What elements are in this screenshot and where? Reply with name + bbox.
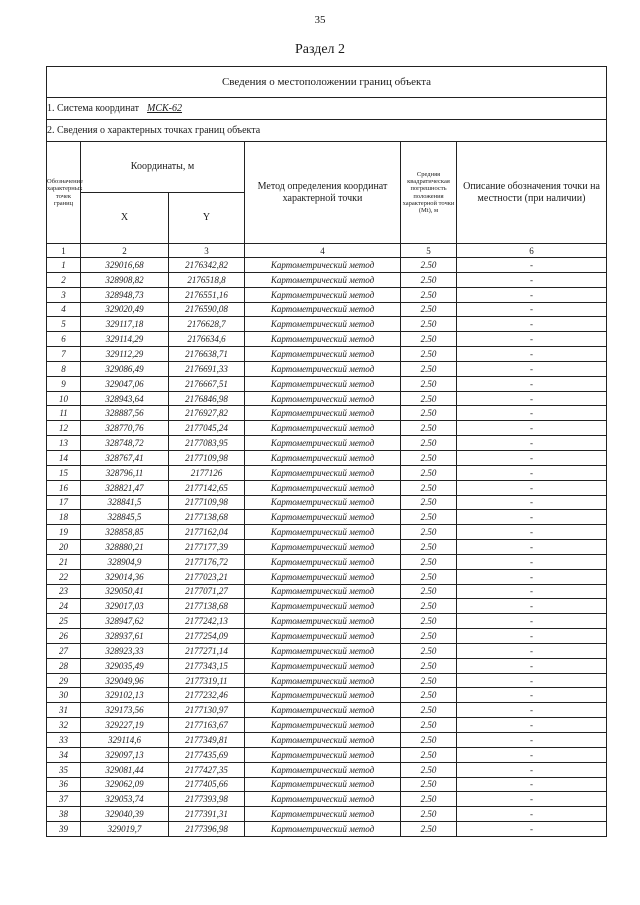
description-cell: - [457, 540, 607, 555]
x-coordinate-cell: 328841,5 [81, 495, 169, 510]
method-cell: Картометрический метод [245, 421, 401, 436]
y-coordinate-cell: 2177391,31 [169, 807, 245, 822]
accuracy-cell: 2.50 [401, 272, 457, 287]
table-row [47, 450, 607, 465]
x-coordinate-cell: 329114,29 [81, 332, 169, 347]
point-number-cell: 28 [47, 658, 81, 673]
method-cell: Картометрический метод [245, 584, 401, 599]
point-number-cell: 8 [47, 361, 81, 376]
x-coordinate-cell: 328796,11 [81, 465, 169, 480]
y-coordinate-cell: 2176518,8 [169, 272, 245, 287]
method-cell: Картометрический метод [245, 391, 401, 406]
method-cell: Картометрический метод [245, 376, 401, 391]
point-number-cell: 31 [47, 703, 81, 718]
y-coordinate-cell: 2176846,98 [169, 391, 245, 406]
method-cell: Картометрический метод [245, 347, 401, 362]
accuracy-cell: 2.50 [401, 540, 457, 555]
method-cell: Картометрический метод [245, 792, 401, 807]
method-cell: Картометрический метод [245, 525, 401, 540]
table-row [47, 762, 607, 777]
y-coordinate-cell: 2177396,98 [169, 822, 245, 837]
description-cell: - [457, 703, 607, 718]
header-accuracy: Средняя квадратическая погрешность положения характерной точки (Mt), м [401, 142, 457, 244]
table-row [47, 733, 607, 748]
y-coordinate-cell: 2177126 [169, 465, 245, 480]
table-row [47, 673, 607, 688]
method-cell: Картометрический метод [245, 599, 401, 614]
y-coordinate-cell: 2177271,14 [169, 643, 245, 658]
column-number: 2 [81, 244, 169, 258]
x-coordinate-cell: 329081,44 [81, 762, 169, 777]
accuracy-cell: 2.50 [401, 599, 457, 614]
point-number-cell: 12 [47, 421, 81, 436]
table-row [47, 822, 607, 837]
point-number-cell: 16 [47, 480, 81, 495]
y-coordinate-cell: 2177045,24 [169, 421, 245, 436]
accuracy-cell: 2.50 [401, 584, 457, 599]
x-coordinate-cell: 328858,85 [81, 525, 169, 540]
method-cell: Картометрический метод [245, 614, 401, 629]
header-coordinates: Координаты, м [81, 142, 245, 193]
accuracy-cell: 2.50 [401, 480, 457, 495]
y-coordinate-cell: 2177176,72 [169, 554, 245, 569]
point-number-cell: 2 [47, 272, 81, 287]
y-coordinate-cell: 2176927,82 [169, 406, 245, 421]
y-coordinate-cell: 2177130,97 [169, 703, 245, 718]
table-row [47, 495, 607, 510]
y-coordinate-cell: 2177138,68 [169, 510, 245, 525]
y-coordinate-cell: 2176342,82 [169, 258, 245, 273]
description-cell: - [457, 436, 607, 451]
column-number: 3 [169, 244, 245, 258]
method-cell: Картометрический метод [245, 436, 401, 451]
accuracy-cell: 2.50 [401, 822, 457, 837]
table-row [47, 465, 607, 480]
method-cell: Картометрический метод [245, 465, 401, 480]
point-number-cell: 36 [47, 777, 81, 792]
x-coordinate-cell: 328845,5 [81, 510, 169, 525]
table-row [47, 688, 607, 703]
table-row [47, 629, 607, 644]
description-cell: - [457, 554, 607, 569]
table-row [47, 406, 607, 421]
description-cell: - [457, 614, 607, 629]
description-cell: - [457, 599, 607, 614]
description-cell: - [457, 673, 607, 688]
accuracy-cell: 2.50 [401, 792, 457, 807]
x-coordinate-cell: 328937,61 [81, 629, 169, 644]
accuracy-cell: 2.50 [401, 258, 457, 273]
y-coordinate-cell: 2176628,7 [169, 317, 245, 332]
point-number-cell: 25 [47, 614, 81, 629]
accuracy-cell: 2.50 [401, 807, 457, 822]
method-cell: Картометрический метод [245, 332, 401, 347]
point-number-cell: 19 [47, 525, 81, 540]
section-title: Раздел 2 [294, 42, 346, 57]
description-cell: - [457, 777, 607, 792]
method-cell: Картометрический метод [245, 747, 401, 762]
point-number-cell: 4 [47, 302, 81, 317]
y-coordinate-cell: 2176667,51 [169, 376, 245, 391]
table-row [47, 302, 607, 317]
y-coordinate-cell: 2177138,68 [169, 599, 245, 614]
description-cell: - [457, 658, 607, 673]
y-coordinate-cell: 2176638,71 [169, 347, 245, 362]
method-cell: Картометрический метод [245, 302, 401, 317]
y-coordinate-cell: 2177177,39 [169, 540, 245, 555]
description-cell: - [457, 643, 607, 658]
x-coordinate-cell: 329020,49 [81, 302, 169, 317]
y-coordinate-cell: 2177427,35 [169, 762, 245, 777]
y-coordinate-cell: 2177435,69 [169, 747, 245, 762]
y-coordinate-cell: 2177163,67 [169, 718, 245, 733]
accuracy-cell: 2.50 [401, 629, 457, 644]
header-x: X [81, 193, 169, 244]
accuracy-cell: 2.50 [401, 406, 457, 421]
coord-system-label: 1. Система координат [47, 103, 140, 114]
point-number-cell: 37 [47, 792, 81, 807]
table-row [47, 317, 607, 332]
table-row [47, 540, 607, 555]
x-coordinate-cell: 329049,96 [81, 673, 169, 688]
y-coordinate-cell: 2177405,66 [169, 777, 245, 792]
column-number-row [47, 244, 607, 258]
point-number-cell: 10 [47, 391, 81, 406]
accuracy-cell: 2.50 [401, 688, 457, 703]
description-cell: - [457, 510, 607, 525]
column-number: 4 [245, 244, 401, 258]
table-row [47, 480, 607, 495]
table-row [47, 376, 607, 391]
accuracy-cell: 2.50 [401, 376, 457, 391]
boundary-points-table [46, 66, 607, 837]
table-row [47, 614, 607, 629]
x-coordinate-cell: 329050,41 [81, 584, 169, 599]
point-number-cell: 11 [47, 406, 81, 421]
accuracy-cell: 2.50 [401, 762, 457, 777]
description-cell: - [457, 272, 607, 287]
table-row [47, 361, 607, 376]
y-coordinate-cell: 2177109,98 [169, 450, 245, 465]
y-coordinate-cell: 2177071,27 [169, 584, 245, 599]
point-number-cell: 23 [47, 584, 81, 599]
column-number: 5 [401, 244, 457, 258]
x-coordinate-cell: 329047,06 [81, 376, 169, 391]
table-row [47, 643, 607, 658]
header-description: Описание обозначения точки на местности (при наличии) [457, 142, 607, 244]
point-number-cell: 5 [47, 317, 81, 332]
accuracy-cell: 2.50 [401, 733, 457, 748]
point-number-cell: 3 [47, 287, 81, 302]
method-cell: Картометрический метод [245, 718, 401, 733]
table-row [47, 554, 607, 569]
method-cell: Картометрический метод [245, 554, 401, 569]
method-cell: Картометрический метод [245, 703, 401, 718]
table-row [47, 807, 607, 822]
description-cell: - [457, 361, 607, 376]
point-number-cell: 30 [47, 688, 81, 703]
x-coordinate-cell: 328880,21 [81, 540, 169, 555]
point-number-cell: 14 [47, 450, 81, 465]
x-coordinate-cell: 329019,7 [81, 822, 169, 837]
y-coordinate-cell: 2177393,98 [169, 792, 245, 807]
point-number-cell: 15 [47, 465, 81, 480]
point-number-cell: 39 [47, 822, 81, 837]
x-coordinate-cell: 328887,56 [81, 406, 169, 421]
description-cell: - [457, 792, 607, 807]
description-cell: - [457, 317, 607, 332]
x-coordinate-cell: 329014,36 [81, 569, 169, 584]
point-number-cell: 7 [47, 347, 81, 362]
method-cell: Картометрический метод [245, 673, 401, 688]
table-row [47, 347, 607, 362]
method-cell: Картометрический метод [245, 272, 401, 287]
accuracy-cell: 2.50 [401, 421, 457, 436]
description-cell: - [457, 406, 607, 421]
x-coordinate-cell: 329040,39 [81, 807, 169, 822]
description-cell: - [457, 629, 607, 644]
accuracy-cell: 2.50 [401, 673, 457, 688]
table-row [47, 332, 607, 347]
table-row [47, 510, 607, 525]
x-coordinate-cell: 329086,49 [81, 361, 169, 376]
table-row [47, 525, 607, 540]
table-row [47, 703, 607, 718]
x-coordinate-cell: 328904,9 [81, 554, 169, 569]
x-coordinate-cell: 329173,56 [81, 703, 169, 718]
method-cell: Картометрический метод [245, 495, 401, 510]
point-number-cell: 38 [47, 807, 81, 822]
x-coordinate-cell: 329016,68 [81, 258, 169, 273]
accuracy-cell: 2.50 [401, 495, 457, 510]
description-cell: - [457, 302, 607, 317]
accuracy-cell: 2.50 [401, 658, 457, 673]
x-coordinate-cell: 329114,6 [81, 733, 169, 748]
column-number: 6 [457, 244, 607, 258]
point-number-cell: 20 [47, 540, 81, 555]
method-cell: Картометрический метод [245, 258, 401, 273]
accuracy-cell: 2.50 [401, 302, 457, 317]
accuracy-cell: 2.50 [401, 718, 457, 733]
accuracy-cell: 2.50 [401, 510, 457, 525]
description-cell: - [457, 688, 607, 703]
page-number: 35 [314, 14, 326, 26]
point-number-cell: 1 [47, 258, 81, 273]
column-number: 1 [47, 244, 81, 258]
coord-system-value: МСК-62 [147, 103, 183, 114]
method-cell: Картометрический метод [245, 688, 401, 703]
accuracy-cell: 2.50 [401, 614, 457, 629]
method-cell: Картометрический метод [245, 450, 401, 465]
x-coordinate-cell: 328943,64 [81, 391, 169, 406]
description-cell: - [457, 822, 607, 837]
description-cell: - [457, 376, 607, 391]
x-coordinate-cell: 329017,03 [81, 599, 169, 614]
method-cell: Картометрический метод [245, 762, 401, 777]
y-coordinate-cell: 2177162,04 [169, 525, 245, 540]
x-coordinate-cell: 329112,29 [81, 347, 169, 362]
point-number-cell: 32 [47, 718, 81, 733]
method-cell: Картометрический метод [245, 287, 401, 302]
table-row [47, 599, 607, 614]
table-row [47, 658, 607, 673]
point-number-cell: 34 [47, 747, 81, 762]
description-cell: - [457, 347, 607, 362]
header-point-designation: Обозначение характерных точек границ [47, 142, 81, 244]
table-row [47, 718, 607, 733]
y-coordinate-cell: 2177232,46 [169, 688, 245, 703]
accuracy-cell: 2.50 [401, 347, 457, 362]
x-coordinate-cell: 329117,18 [81, 317, 169, 332]
description-cell: - [457, 807, 607, 822]
description-cell: - [457, 332, 607, 347]
accuracy-cell: 2.50 [401, 703, 457, 718]
accuracy-cell: 2.50 [401, 747, 457, 762]
table-row [47, 391, 607, 406]
table-row [47, 272, 607, 287]
table-row [47, 747, 607, 762]
description-cell: - [457, 421, 607, 436]
point-number-cell: 18 [47, 510, 81, 525]
points-heading: 2. Сведения о характерных точках границ объекта [47, 120, 607, 142]
y-coordinate-cell: 2176691,33 [169, 361, 245, 376]
accuracy-cell: 2.50 [401, 643, 457, 658]
point-number-cell: 26 [47, 629, 81, 644]
accuracy-cell: 2.50 [401, 465, 457, 480]
x-coordinate-cell: 329053,74 [81, 792, 169, 807]
method-cell: Картометрический метод [245, 807, 401, 822]
y-coordinate-cell: 2176551,16 [169, 287, 245, 302]
accuracy-cell: 2.50 [401, 391, 457, 406]
accuracy-cell: 2.50 [401, 317, 457, 332]
table-row [47, 258, 607, 273]
method-cell: Картометрический метод [245, 733, 401, 748]
description-cell: - [457, 258, 607, 273]
method-cell: Картометрический метод [245, 540, 401, 555]
point-number-cell: 24 [47, 599, 81, 614]
y-coordinate-cell: 2177109,98 [169, 495, 245, 510]
x-coordinate-cell: 328748,72 [81, 436, 169, 451]
table-row [47, 421, 607, 436]
x-coordinate-cell: 328908,82 [81, 272, 169, 287]
description-cell: - [457, 287, 607, 302]
description-cell: - [457, 569, 607, 584]
x-coordinate-cell: 329035,49 [81, 658, 169, 673]
description-cell: - [457, 465, 607, 480]
method-cell: Картометрический метод [245, 643, 401, 658]
point-number-cell: 35 [47, 762, 81, 777]
method-cell: Картометрический метод [245, 361, 401, 376]
point-number-cell: 9 [47, 376, 81, 391]
method-cell: Картометрический метод [245, 480, 401, 495]
point-number-cell: 6 [47, 332, 81, 347]
description-cell: - [457, 762, 607, 777]
method-cell: Картометрический метод [245, 777, 401, 792]
accuracy-cell: 2.50 [401, 554, 457, 569]
description-cell: - [457, 495, 607, 510]
point-number-cell: 29 [47, 673, 81, 688]
description-cell: - [457, 584, 607, 599]
x-coordinate-cell: 328948,73 [81, 287, 169, 302]
header-method: Метод определения координат характерной точки [245, 142, 401, 244]
accuracy-cell: 2.50 [401, 525, 457, 540]
table-row [47, 777, 607, 792]
point-number-cell: 21 [47, 554, 81, 569]
y-coordinate-cell: 2177083,95 [169, 436, 245, 451]
description-cell: - [457, 747, 607, 762]
table-body [47, 258, 607, 837]
table-row [47, 287, 607, 302]
method-cell: Картометрический метод [245, 317, 401, 332]
accuracy-cell: 2.50 [401, 450, 457, 465]
x-coordinate-cell: 329227,19 [81, 718, 169, 733]
accuracy-cell: 2.50 [401, 361, 457, 376]
table-row [47, 584, 607, 599]
y-coordinate-cell: 2177254,09 [169, 629, 245, 644]
accuracy-cell: 2.50 [401, 569, 457, 584]
point-number-cell: 13 [47, 436, 81, 451]
x-coordinate-cell: 328947,62 [81, 614, 169, 629]
point-number-cell: 27 [47, 643, 81, 658]
point-number-cell: 22 [47, 569, 81, 584]
method-cell: Картометрический метод [245, 822, 401, 837]
description-cell: - [457, 733, 607, 748]
table-row [47, 792, 607, 807]
description-cell: - [457, 718, 607, 733]
method-cell: Картометрический метод [245, 569, 401, 584]
x-coordinate-cell: 328821,47 [81, 480, 169, 495]
x-coordinate-cell: 329097,13 [81, 747, 169, 762]
y-coordinate-cell: 2177319,11 [169, 673, 245, 688]
y-coordinate-cell: 2177242,13 [169, 614, 245, 629]
accuracy-cell: 2.50 [401, 287, 457, 302]
point-number-cell: 33 [47, 733, 81, 748]
y-coordinate-cell: 2177343,15 [169, 658, 245, 673]
table-row [47, 569, 607, 584]
description-cell: - [457, 480, 607, 495]
description-cell: - [457, 525, 607, 540]
point-number-cell: 17 [47, 495, 81, 510]
method-cell: Картометрический метод [245, 406, 401, 421]
accuracy-cell: 2.50 [401, 332, 457, 347]
accuracy-cell: 2.50 [401, 777, 457, 792]
accuracy-cell: 2.50 [401, 436, 457, 451]
y-coordinate-cell: 2176590,08 [169, 302, 245, 317]
description-cell: - [457, 391, 607, 406]
x-coordinate-cell: 328767,41 [81, 450, 169, 465]
header-y: Y [169, 193, 245, 244]
y-coordinate-cell: 2177023,21 [169, 569, 245, 584]
method-cell: Картометрический метод [245, 629, 401, 644]
description-cell: - [457, 450, 607, 465]
x-coordinate-cell: 329102,13 [81, 688, 169, 703]
method-cell: Картометрический метод [245, 510, 401, 525]
y-coordinate-cell: 2176634,6 [169, 332, 245, 347]
x-coordinate-cell: 329062,09 [81, 777, 169, 792]
x-coordinate-cell: 328770,76 [81, 421, 169, 436]
x-coordinate-cell: 328923,33 [81, 643, 169, 658]
method-cell: Картометрический метод [245, 658, 401, 673]
y-coordinate-cell: 2177142,65 [169, 480, 245, 495]
table-row [47, 436, 607, 451]
table-heading: Сведения о местоположении границ объекта [47, 67, 607, 98]
y-coordinate-cell: 2177349,81 [169, 733, 245, 748]
coord-system-row [47, 98, 607, 120]
